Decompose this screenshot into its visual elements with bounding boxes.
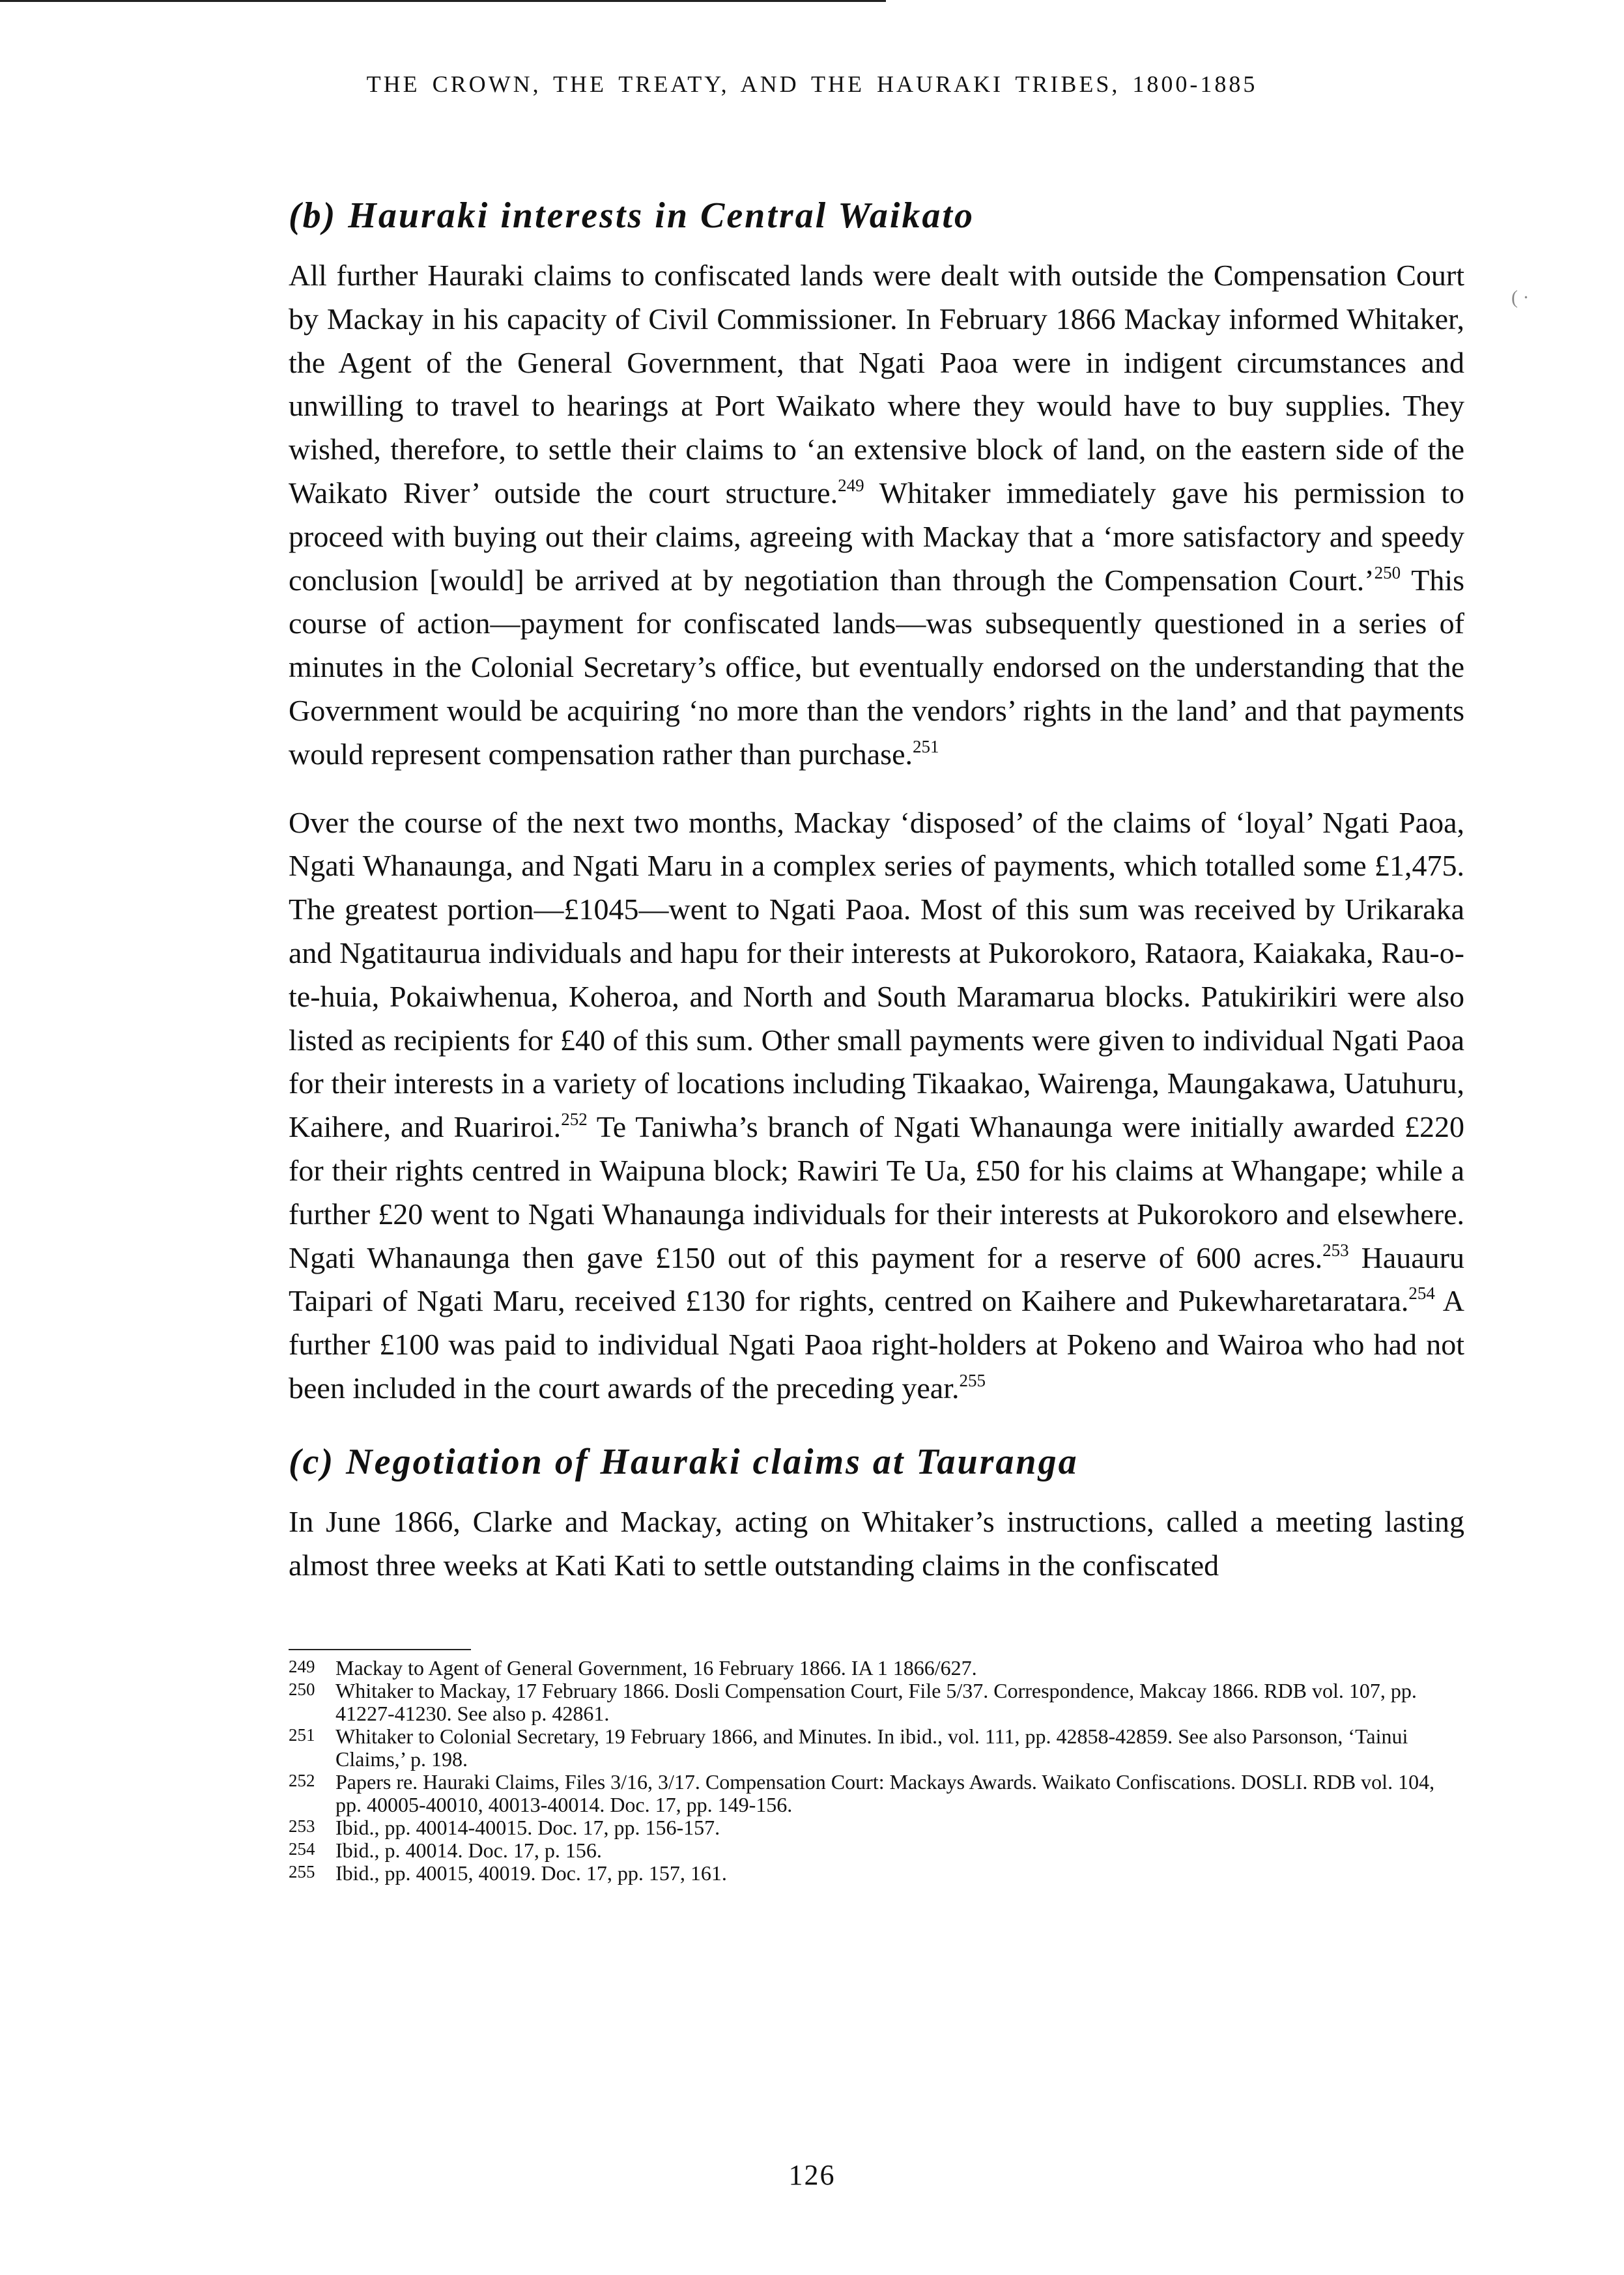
footnote-number: 250 [289, 1680, 315, 1700]
top-rule [0, 0, 886, 2]
footnote-ref-249: 249 [838, 475, 864, 495]
footnote-ref-251: 251 [912, 736, 939, 756]
section-heading-b: (b) Hauraki interests in Central Waikato [289, 195, 975, 236]
footnote-rule [289, 1649, 471, 1650]
footnote-253 [289, 1816, 1464, 1839]
footnote-number: 249 [289, 1657, 315, 1677]
paragraph-2-text-4: A further £100 was paid to individual Ngati Paoa right-holders at Pokeno and Wairoa who had not been included in the court awards of the preceding year. [289, 1284, 1465, 1405]
footnote-251 [289, 1725, 1464, 1771]
footnote-number: 252 [289, 1771, 315, 1791]
footnote-ref-254: 254 [1408, 1283, 1435, 1304]
margin-mark: ( · [1511, 287, 1530, 308]
footnote-text: Mackay to Agent of General Government, 16 February 1866. IA 1 1866/627. [335, 1656, 977, 1680]
footnote-number: 255 [289, 1862, 315, 1882]
footnote-number: 253 [289, 1816, 315, 1837]
section-heading-c: (c) Negotiation of Hauraki claims at Tauranga [289, 1441, 1079, 1482]
footnote-text: Ibid., p. 40014. Doc. 17, p. 156. [335, 1839, 602, 1863]
running-head: THE CROWN, THE TREATY, AND THE HAURAKI TRIBES, 1800-1885 [366, 71, 1258, 97]
paragraph-1-text-2: Whitaker immediately gave his permission to proceed with buying out their claims, agreeing with Mackay that a ‘more satisfactory and speedy conclusion [would] be arrived at by negotiation than through the Compensation Court.’ [289, 476, 1464, 597]
footnote-text: Papers re. Hauraki Claims, Files 3/16, 3/17. Compensation Court: Mackays Awards. Waikato Confiscations. DOSLI. RDB vol. 104, pp. 40005-40010, 40013-40014. Doc. 17, pp. 149-156. [335, 1770, 1435, 1817]
paragraph-2-text-2: Te Taniwha’s branch of Ngati Whanaunga were initially awarded £220 for their rights centred in Waipuna block; Rawiri Te Ua, £50 for his claims at Whangape; while a further £20 went to Ngati Whanaunga individuals for their interests at Pukorokoro and elsewhere. Ngati Whanaunga then gave £150 out of this payment for a reserve of 600 acres. [289, 1110, 1464, 1274]
page-number: 126 [788, 2159, 836, 2191]
paragraph-1 [289, 254, 1464, 777]
page-content [289, 189, 1464, 1885]
footnote-text: Ibid., pp. 40014-40015. Doc. 17, pp. 156-157. [335, 1816, 720, 1840]
paragraph-2-text-1: Over the course of the next two months, Mackay ‘disposed’ of the claims of ‘loyal’ Ngati Paoa, Ngati Whanaunga, and Ngati Maru in a complex series of payments, which totalled some £1,475. The greatest portion—£1045—went to Ngati Paoa. Most of this sum was received by Urikaraka and Ngatitaurua individuals and hapu for their interests at Pukorokoro, Rataora, Kaiakaka, Rau-o-te-huia, Pokaiwhenua, Koheroa, and North and South Maramarua blocks. Patukirikiri were also listed as recipients for £40 of this sum. Other small payments were given to individual Ngati Paoa for their interests in a variety of locations including Tikaakao, Wairenga, Maungakawa, Uatuhuru, Kaihere, and Ruariroi. [289, 805, 1464, 1144]
footnote-text: Ibid., pp. 40015, 40019. Doc. 17, pp. 157, 161. [335, 1861, 727, 1885]
footnote-ref-255: 255 [959, 1370, 986, 1390]
paragraph-1-text-3: This course of action—payment for confiscated lands—was subsequently questioned in a series of minutes in the Colonial Secretary’s office, but eventually endorsed on the understanding that the Government would be acquiring ‘no more than the vendors’ rights in the land’ and that payments would represent compensation rather than purchase. [289, 563, 1465, 771]
footnote-249 [289, 1657, 1464, 1680]
paragraph-2-text-3: Hauauru Taipari of Ngati Maru, received £130 for rights, centred on Kaihere and Pukewharetaratara. [289, 1240, 1464, 1318]
footnote-number: 251 [289, 1725, 315, 1745]
paragraph-1-text-1: All further Hauraki claims to confiscated lands were dealt with outside the Compensation Court by Mackay in his capacity of Civil Commissioner. In February 1866 Mackay informed Whitaker, the Agent of the General Government, that Ngati Paoa were in indigent circumstances and unwilling to travel to hearings at Port Waikato where they would have to buy supplies. They wished, therefore, to settle their claims to ‘an extensive block of land, on the eastern side of the Waikato River’ outside the court structure. [289, 259, 1464, 509]
paragraph-2 [289, 801, 1464, 1410]
footnote-number: 254 [289, 1839, 315, 1859]
footnote-text: Whitaker to Mackay, 17 February 1866. Dosli Compensation Court, File 5/37. Correspondence, Makcay 1866. RDB vol. 107, pp. 41227-41230. See also p. 42861. [335, 1679, 1417, 1726]
footnote-254 [289, 1839, 1464, 1862]
footnote-250 [289, 1680, 1464, 1725]
footnote-252 [289, 1771, 1464, 1816]
paragraph-3 [289, 1500, 1464, 1588]
footnote-ref-250: 250 [1374, 562, 1401, 582]
footnote-ref-253: 253 [1322, 1240, 1349, 1260]
paragraph-3-text-1: In June 1866, Clarke and Mackay, acting on Whitaker’s instructions, called a meeting lasting almost three weeks at Kati Kati to settle outstanding claims in the confiscated [289, 1504, 1464, 1582]
footnotes [289, 1657, 1464, 1885]
footnote-text: Whitaker to Colonial Secretary, 19 February 1866, and Minutes. In ibid., vol. 111, pp. 42858-42859. See also Parsonson, ‘Tainui Claims,’ p. 198. [335, 1724, 1408, 1771]
footnote-255 [289, 1862, 1464, 1885]
footnote-ref-252: 252 [561, 1109, 588, 1130]
